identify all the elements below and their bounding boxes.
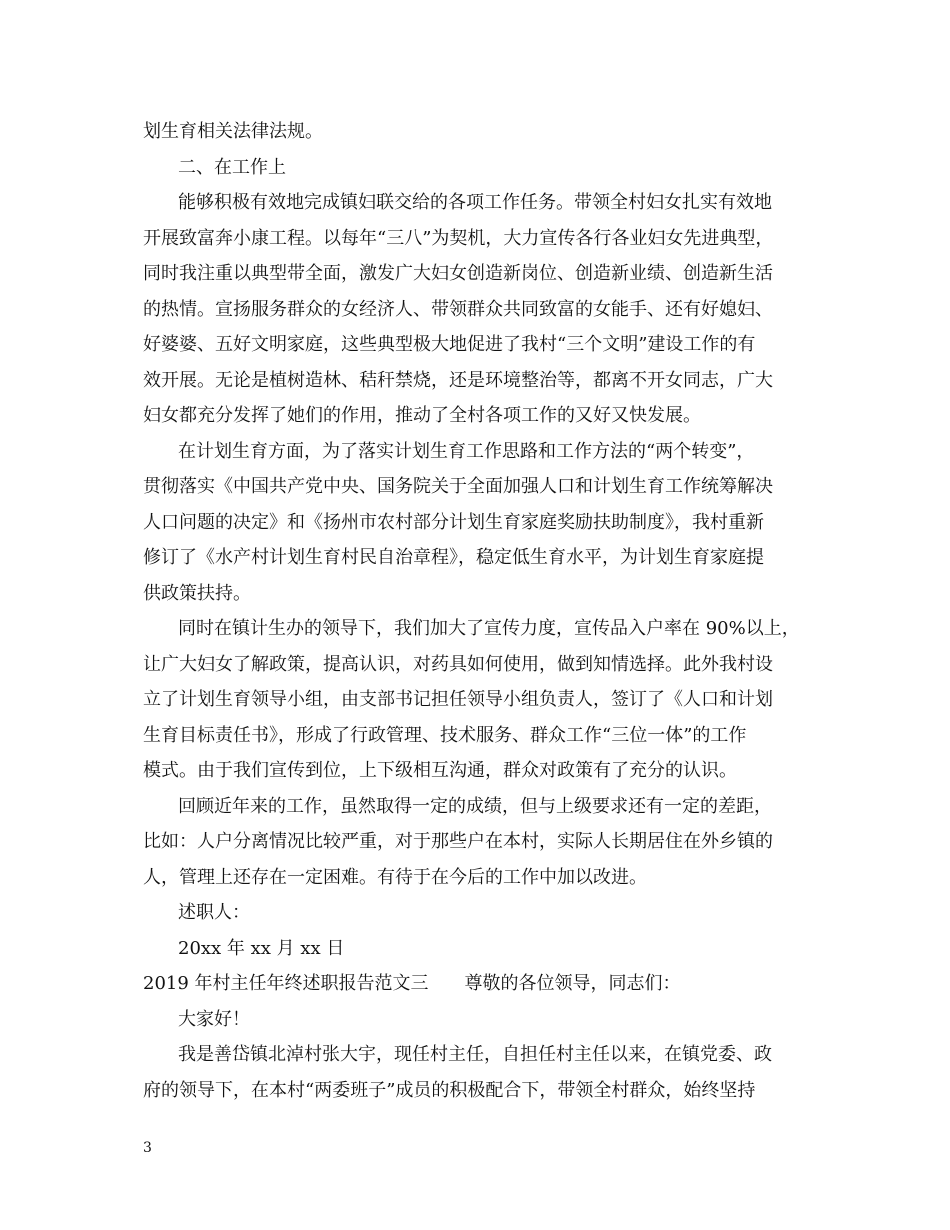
text-line: 划生育相关法律法规。 bbox=[143, 121, 323, 142]
text-line: 二、在工作上 bbox=[178, 156, 286, 178]
text-line: 20xx 年 xx 月 xx 日 bbox=[178, 937, 345, 959]
page-number: 3 bbox=[143, 1140, 152, 1156]
text-line: 模式。由于我们宣传到位，上下级相互沟通，群众对政策有了充分的认识。 bbox=[143, 760, 737, 781]
text-line: 效开展。无论是植树造林、秸秆禁烧，还是环境整治等，都离不开女同志，广大 bbox=[143, 369, 773, 391]
text-line: 我是善岱镇北淖村张大宇，现任村主任，自担任村主任以来，在镇党委、政 bbox=[178, 1044, 772, 1065]
text-line: 让广大妇女了解政策，提高认识，对药具如何使用，做到知情选择。此外我村设 bbox=[143, 653, 773, 675]
paragraph-block bbox=[143, 114, 809, 966]
text-line: 人口问题的决定》和《扬州市农村部分计划生育家庭奖励扶助制度》，我村重新 bbox=[143, 511, 764, 533]
text-line: 贯彻落实《中国共产党中央、国务院关于全面加强人口和计划生育工作统筹解决 bbox=[143, 476, 773, 497]
text-line: 的热情。宣扬服务群众的女经济人、带领群众共同致富的女能手、还有好媳妇、 bbox=[143, 298, 773, 320]
report-title: 2019 年村主任年终述职报告范文三 bbox=[143, 973, 429, 994]
paragraph-block-after bbox=[143, 1002, 809, 1109]
text-line: 回顾近年来的工作，虽然取得一定的成绩，但与上级要求还有一定的差距， bbox=[178, 795, 772, 817]
text-line: 生育目标责任书》，形成了行政管理、技术服务、群众工作“三位一体”的工作 bbox=[143, 724, 747, 746]
text-line: 能够积极有效地完成镇妇联交给的各项工作任务。带领全村妇女扎实有效地 bbox=[178, 192, 772, 213]
text-line: 妇女都充分发挥了她们的作用，推动了全村各项工作的又好又快发展。 bbox=[143, 405, 701, 426]
text-line: 供政策扶持。 bbox=[143, 582, 251, 604]
text-line: 在计划生育方面，为了落实计划生育工作思路和工作方法的“两个转变”， bbox=[178, 440, 755, 462]
document-body bbox=[143, 114, 809, 1108]
text-line: 述职人： bbox=[178, 902, 250, 923]
heading-line bbox=[143, 966, 809, 1002]
text-line: 修订了《水产村计划生育村民自治章程》，稳定低生育水平，为计划生育家庭提 bbox=[143, 547, 764, 568]
text-line: 比如：人户分离情况比较严重，对于那些户在本村，实际人长期居住在外乡镇的 bbox=[143, 831, 773, 852]
text-line: 大家好！ bbox=[178, 1008, 250, 1030]
salutation: 尊敬的各位领导，同志们： bbox=[464, 973, 681, 994]
text-line: 同时在镇计生办的领导下，我们加大了宣传力度，宣传品入户率在 90%以上， bbox=[178, 618, 800, 639]
text-line: 府的领导下，在本村“两委班子”成员的积极配合下，带领全村群众，始终坚持 bbox=[143, 1079, 756, 1101]
text-line: 人，管理上还存在一定困难。有待于在今后的工作中加以改进。 bbox=[143, 866, 647, 888]
text-line: 好婆婆、五好文明家庭，这些典型极大地促进了我村“三个文明”建设工作的有 bbox=[143, 334, 756, 355]
text-line: 立了计划生育领导小组，由支部书记担任领导小组负责人，签订了《人口和计划 bbox=[143, 689, 773, 710]
text-line: 同时我注重以典型带全面，激发广大妇女创造新岗位、创造新业绩、创造新生活 bbox=[143, 263, 773, 284]
text-line: 开展致富奔小康工程。以每年“三八”为契机，大力宣传各行各业妇女先进典型， bbox=[143, 227, 774, 249]
